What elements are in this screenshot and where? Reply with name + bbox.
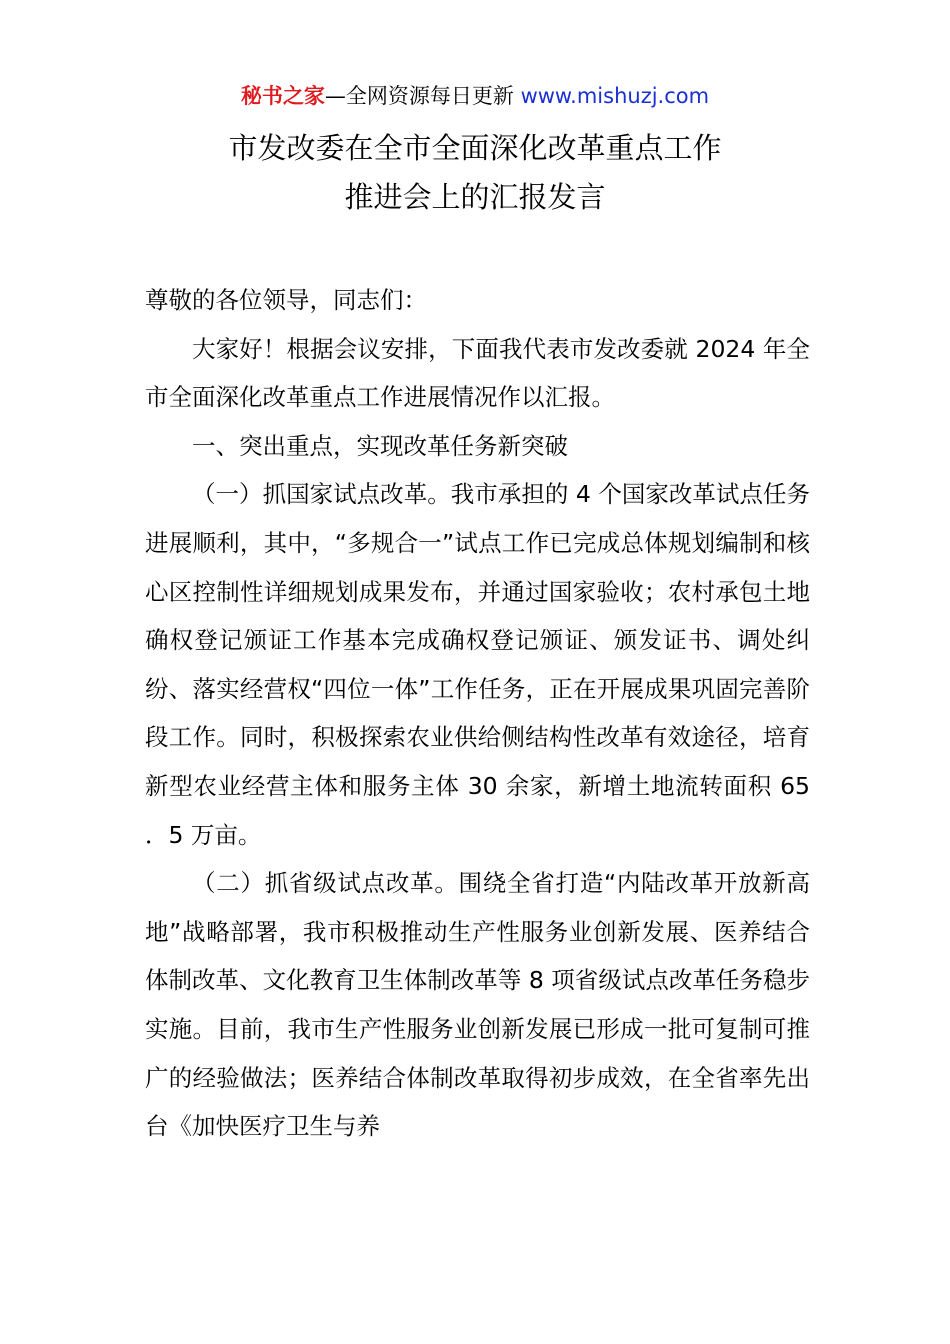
salutation: 尊敬的各位领导，同志们：	[145, 286, 427, 314]
header-tagline: —全网资源每日更新	[324, 84, 521, 108]
document-title-line-2: 推进会上的汇报发言	[344, 180, 606, 214]
paragraph-intro: 大家好！根据会议安排，下面我代表市发改委就 2024 年全市全面深化改革重点工作进展情况作以汇报。	[145, 334, 810, 412]
document-title-line-1: 市发改委在全市全面深化改革重点工作	[228, 131, 722, 165]
paragraph-national-pilot: （一）抓国家试点改革。我市承担的 4 个国家改革试点任务进展顺利，其中，“多规合一”试点工作已完成总体规划编制和核心区控制性详细规划成果发布，并通过国家验收；农村承包土地确权登记颁证工作基本完成确权登记颁证、颁发证书、调处纠纷、落实经营权“四位一体”工作任务，正在开展成果巩固完善阶段工作。同时，积极探索农业供给侧结构性改革有效途径，培育新型农业经营主体和服务主体 30 余家，新增土地流转面积 65 ．5 万亩。	[145, 480, 810, 849]
site-header	[0, 80, 950, 112]
site-url-link[interactable]: www.mishuzj.com	[520, 84, 710, 108]
section-heading-1: 一、突出重点，实现改革任务新突破	[192, 431, 568, 460]
document-body	[145, 276, 810, 1151]
brand-name: 秘书之家	[240, 84, 325, 108]
paragraph-provincial-pilot: （二）抓省级试点改革。围绕全省打造“内陆改革开放新高地”战略部署，我市积极推动生产性服务业创新发展、医养结合体制改革、文化教育卫生体制改革等 8 项省级试点改革任务稳步实施。目前，我市生产性服务业创新发展已形成一批可复制可推广的经验做法；医养结合体制改革取得初步成效，在全省率先出台《加快医疗卫生与养	[145, 869, 810, 1141]
